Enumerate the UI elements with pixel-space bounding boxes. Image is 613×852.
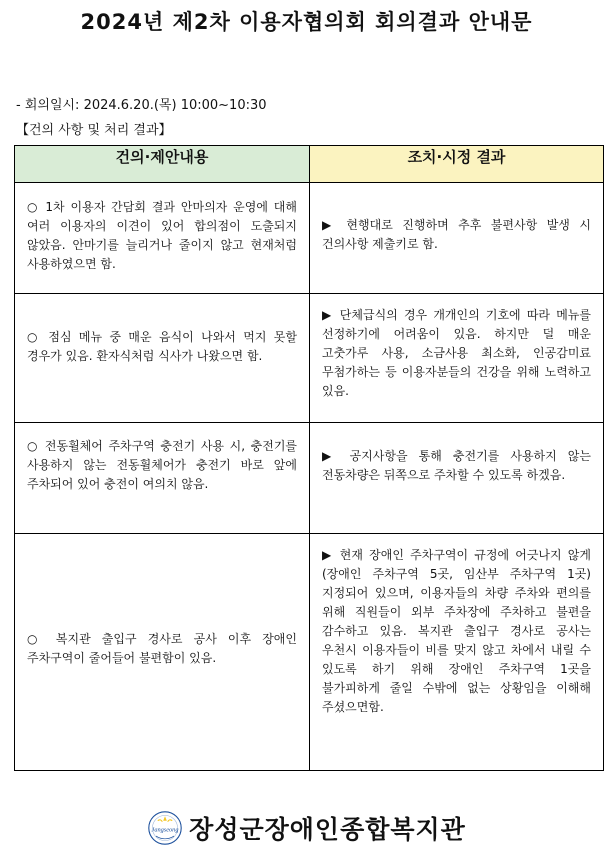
footer (0, 808, 613, 848)
result-text: ▶ 현재 장애인 주차구역이 규정에 어긋나지 않게(장애인 주차구역 5곳, 임산부 주차구역 1곳) 지정되어 있으며, 이용자들의 차량 주차와 편의를 위해 직원들이 외부 주차장에 주차하고 불편을 감수하고 있음. 복지관 출입구 경사로 공사는 우천시 이용자들이 비를 맞지 않고 차에서 내릴 수 있도록 하기 위해 장애인 주차구역 1곳을 불가피하게 줄일 수밖에 없는 상황임을 이해해 주셨으면함. (322, 548, 591, 714)
result-text: ▶ 공지사항을 통해 충전기를 사용하지 않는 전동차량은 뒤쪽으로 주차할 수 있도록 하겠음. (322, 449, 591, 482)
header-suggestion: 건의·제안내용 (15, 146, 310, 183)
svg-text:Jangseong: Jangseong (151, 826, 179, 834)
result-text: ▶ 단체급식의 경우 개개인의 기호에 따라 메뉴를 선정하기에 어려움이 있음. 하지만 덜 매운 고춧가루 사용, 소금사용 최소화, 인공감미료 무첨가하는 등 이용자분들의 건강을 위해 노력하고 있음. (322, 308, 591, 398)
table-row (15, 534, 604, 771)
suggestion-text: ○ 1차 이용자 간담회 결과 안마의자 운영에 대해 여러 이용자의 이견이 있어 합의점이 도출되지 않았음. 안마기를 늘리거나 줄이지 않고 현재처럼 사용하였으면 함. (27, 200, 297, 271)
suggestion-text: ○ 점심 메뉴 중 매운 음식이 나와서 먹지 못할 경우가 있음. 환자식처럼 식사가 나왔으면 함. (27, 330, 297, 363)
suggestion-cell (15, 534, 310, 771)
suggestion-text: ○ 복지관 출입구 경사로 공사 이후 장애인 주차구역이 줄어들어 불편함이 있음. (27, 632, 297, 665)
section-label: 【건의 사항 및 처리 결과】 (16, 123, 172, 138)
result-text: ▶ 현행대로 진행하며 추후 불편사항 발생 시 건의사항 제출키로 함. (322, 218, 591, 251)
table-row (15, 183, 604, 294)
meeting-date: - 회의일시: 2024.6.20.(목) 10:00~10:30 (16, 98, 267, 113)
header-result: 조치·시정 결과 (310, 146, 604, 183)
organization-name: 장성군장애인종합복지관 (189, 815, 466, 844)
results-table (14, 145, 604, 771)
result-cell (310, 423, 604, 534)
result-cell (310, 294, 604, 423)
page-title: 2024년 제2차 이용자협의회 회의결과 안내문 (80, 10, 533, 34)
result-cell (310, 534, 604, 771)
table-row (15, 423, 604, 534)
suggestion-cell (15, 294, 310, 423)
suggestion-cell (15, 423, 310, 534)
table-header-row (15, 146, 604, 183)
table-row (15, 294, 604, 423)
suggestion-text: ○ 전동휠체어 주차구역 충전기 사용 시, 충전기를 사용하지 않는 전동휠체어가 충전기 바로 앞에 주차되어 있어 충전이 여의치 않음. (27, 439, 297, 491)
suggestion-cell (15, 183, 310, 294)
result-cell (310, 183, 604, 294)
organization-logo-icon (147, 810, 183, 846)
